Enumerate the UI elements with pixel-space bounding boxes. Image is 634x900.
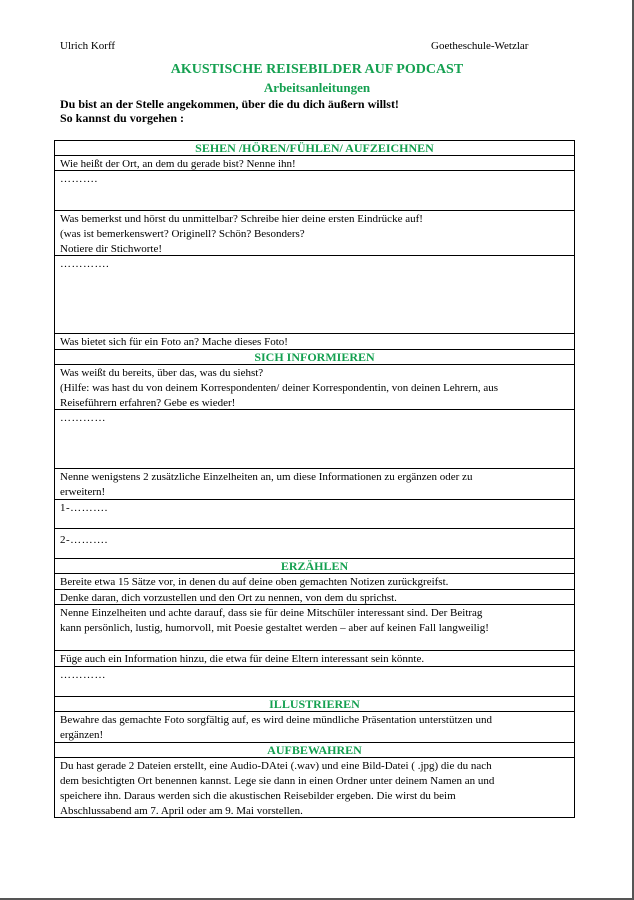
section-heading-sehen: SEHEN /HÖREN/FÜHLEN/ AUFZEICHNEN	[55, 141, 574, 156]
erzaehlen-paragraph-1: Bereite etwa 15 Sätze vor, in denen du auf deine oben gemachten Notizen zurückgreifst.	[55, 574, 574, 590]
sehen-question-2-line-3: Notiere dir Stichworte!	[60, 243, 163, 255]
school-name: Goetheschule-Wetzlar	[431, 40, 529, 52]
sehen-question-2-line-1: Was bemerkst und hörst du unmittelbar? Schreibe hier deine ersten Eindrücke auf!	[60, 213, 423, 225]
section-heading-aufbewahren: AUFBEWAHREN	[55, 743, 574, 758]
aufbewahren-paragraph-line-1: Du hast gerade 2 Dateien erstellt, eine Audio-DAtei (.wav) und eine Bild-Datei ( .jpg) die du nach	[60, 760, 492, 772]
erzaehlen-paragraph-3-line-2: kann persönlich, lustig, humorvoll, mit Poesie gestaltet werden – aber auf keinen Fall langweilig!	[60, 622, 489, 634]
author-name: Ulrich Korff	[60, 40, 116, 52]
informieren-question-1-line-1: Was weißt du bereits, über das, was du siehst?	[60, 367, 264, 379]
informieren-question-2-line-2: erweitern!	[60, 486, 106, 498]
sehen-answer-2[interactable]: ………….	[55, 256, 574, 334]
sehen-question-2-line-2: (was ist bemerkenswert? Originell? Schön? Besonders?	[60, 228, 305, 240]
aufbewahren-paragraph-line-4: Abschlussabend am 7. April oder am 9. Mai vorstellen.	[60, 805, 303, 817]
informieren-question-1-line-2: (Hilfe: was hast du von deinem Korrespondenten/ deiner Korrespondentin, von deinen Lehrern, aus	[60, 382, 499, 394]
illustrieren-paragraph-line-2: ergänzen!	[60, 729, 104, 741]
erzaehlen-paragraph-3-line-1: Nenne Einzelheiten und achte darauf, dass sie für deine Mitschüler interessant sind. Der Beitrag	[60, 607, 483, 619]
intro-line-2: So kannst du vorgehen :	[60, 111, 185, 125]
erzaehlen-answer-1[interactable]: …………	[55, 667, 574, 697]
sehen-question-2	[55, 211, 574, 256]
sehen-question-1: Wie heißt der Ort, an dem du gerade bist? Nenne ihn!	[55, 156, 574, 171]
document-subtitle: Arbeitsanleitungen	[263, 80, 371, 95]
sehen-answer-1[interactable]: ……….	[55, 171, 574, 211]
informieren-item-2[interactable]: 2-……….	[55, 529, 574, 559]
aufbewahren-paragraph-line-2: dem besichtigten Ort benennen kannst. Lege sie dann in einen Ordner unter deinem Namen an und	[60, 775, 495, 787]
document-title: AKUSTISCHE REISEBILDER AUF PODCAST	[170, 62, 464, 77]
section-heading-illustrieren: ILLUSTRIEREN	[55, 697, 574, 712]
informieren-question-2-line-1: Nenne wenigstens 2 zusätzliche Einzelheiten an, um diese Informationen zu ergänzen oder zu	[60, 471, 473, 483]
worksheet-table	[54, 140, 575, 818]
informieren-question-1-line-3: Reiseführern erfahren? Gebe es wieder!	[60, 397, 236, 409]
aufbewahren-paragraph-line-3: speichere ihn. Daraus werden sich die akustischen Reisebilder ergeben. Die wirst du beim	[60, 790, 456, 802]
erzaehlen-paragraph-4: Füge auch ein Information hinzu, die etwa für deine Eltern interessant sein könnte.	[55, 651, 574, 667]
informieren-item-1[interactable]: 1-……….	[55, 500, 574, 529]
intro-line-1: Du bist an der Stelle angekommen, über die du dich äußern willst!	[60, 97, 399, 111]
erzaehlen-paragraph-2: Denke daran, dich vorzustellen und den Ort zu nennen, von dem du sprichst.	[55, 590, 574, 605]
section-heading-informieren: SICH INFORMIEREN	[55, 350, 574, 365]
sehen-question-3: Was bietet sich für ein Foto an? Mache dieses Foto!	[55, 334, 574, 350]
informieren-question-2	[55, 469, 574, 500]
section-heading-erzaehlen: ERZÄHLEN	[55, 559, 574, 574]
illustrieren-paragraph	[55, 712, 574, 743]
aufbewahren-paragraph	[55, 758, 574, 818]
informieren-answer-1[interactable]: …………	[55, 410, 574, 469]
informieren-question-1	[55, 365, 574, 410]
illustrieren-paragraph-line-1: Bewahre das gemachte Foto sorgfältig auf, es wird deine mündliche Präsentation unterstützen und	[60, 714, 493, 726]
erzaehlen-paragraph-3	[55, 605, 574, 651]
